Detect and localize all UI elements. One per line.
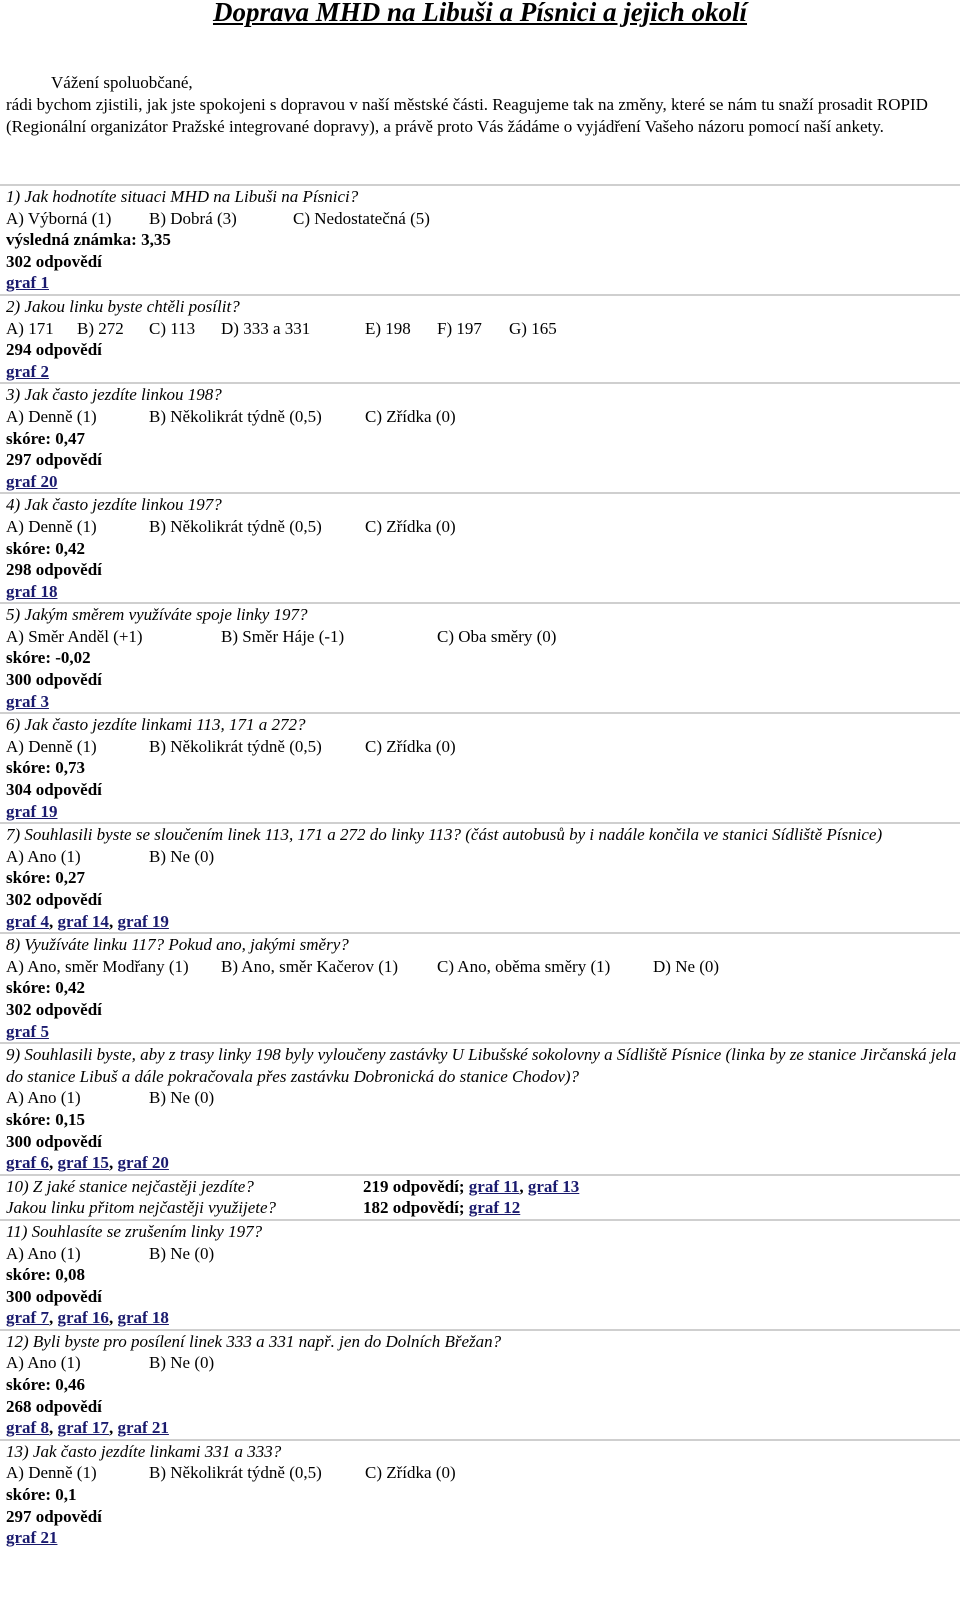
question-2 xyxy=(0,294,960,382)
option: A) Výborná (1) xyxy=(6,208,112,228)
graph-link[interactable]: graf 17 xyxy=(57,1418,109,1438)
intro xyxy=(6,72,956,138)
graph-link[interactable]: graf 2 xyxy=(6,361,49,381)
graph-link[interactable]: graf 3 xyxy=(6,691,49,711)
answer-options xyxy=(6,736,960,758)
response-count: 302 odpovědí xyxy=(6,890,102,909)
graph-link[interactable]: graf 12 xyxy=(468,1198,521,1218)
option: B) Směr Háje (-1) xyxy=(221,626,345,646)
result-score: skóre: 0,15 xyxy=(6,1109,86,1129)
option: B) Několikrát týdně (0,5) xyxy=(149,406,322,426)
option: B) Ne (0) xyxy=(149,1088,215,1108)
answer-options xyxy=(6,626,960,648)
response-count: 302 odpovědí xyxy=(6,999,102,1019)
result-score: skóre: -0,02 xyxy=(6,648,91,668)
question-text: 8) Využíváte linku 117? Pokud ano, jakými směry? xyxy=(6,935,349,955)
option: C) Zřídka (0) xyxy=(365,406,456,426)
graph-link[interactable]: graf 13 xyxy=(527,1176,580,1196)
graph-link[interactable]: graf 4 xyxy=(6,911,49,931)
response-count: 300 odpovědí xyxy=(6,1131,102,1151)
answer-options xyxy=(6,208,960,230)
result-score: skóre: 0,42 xyxy=(6,538,86,558)
question-row: 10) Z jaké stanice nejčastěji jezdíte? 219 odpovědí; graf 11, graf 13 xyxy=(6,1176,580,1196)
answer-options xyxy=(6,318,960,340)
option: B) Dobrá (3) xyxy=(149,208,237,228)
response-count: 294 odpovědí xyxy=(6,340,102,360)
graph-link[interactable]: graf 16 xyxy=(57,1308,109,1328)
option: A) Ano (1) xyxy=(6,1088,81,1108)
answer-options xyxy=(6,1352,960,1374)
option: A) Denně (1) xyxy=(6,516,97,536)
response-count: 268 odpovědí xyxy=(6,1396,102,1416)
answer-options xyxy=(6,1087,960,1109)
page-title: Doprava MHD na Libuši a Písnici a jejich okolí xyxy=(212,0,748,27)
question-text: 5) Jakým směrem využíváte spoje linky 197? xyxy=(6,605,308,625)
option: C) Oba směry (0) xyxy=(437,626,557,646)
question-text: 6) Jak často jezdíte linkami 113, 171 a 272? xyxy=(6,715,306,735)
graph-link[interactable]: graf 6 xyxy=(6,1153,49,1173)
question-text: 1) Jak hodnotíte situaci MHD na Libuši na Písnici? xyxy=(6,187,359,206)
question-text: 13) Jak často jezdíte linkami 331 a 333? xyxy=(6,1441,282,1461)
option: D) Ne (0) xyxy=(653,956,720,976)
graph-link[interactable]: graf 19 xyxy=(117,911,169,931)
option: B) Ne (0) xyxy=(149,1243,215,1263)
option: D) 333 a 331 xyxy=(221,318,311,338)
option: A) Směr Anděl (+1) xyxy=(6,626,143,646)
question-6 xyxy=(0,712,960,822)
graph-link[interactable]: graf 20 xyxy=(117,1153,169,1173)
option: B) Ano, směr Kačerov (1) xyxy=(221,956,399,976)
result-score: skóre: 0,73 xyxy=(6,758,86,778)
response-count: 300 odpovědí xyxy=(6,1286,102,1306)
response-count: 182 odpovědí; xyxy=(363,1198,465,1218)
question-text: 4) Jak často jezdíte linkou 197? xyxy=(6,495,222,515)
response-count: 219 odpovědí; xyxy=(363,1176,465,1196)
response-count: 297 odpovědí xyxy=(6,1506,102,1526)
question-text: 10) Z jaké stanice nejčastěji jezdíte? xyxy=(6,1176,254,1196)
option: B) Ne (0) xyxy=(149,1353,215,1373)
intro-text: rádi bychom zjistili, jak jste spokojeni s dopravou v naší městské části. Reagujeme tak na změny, které se nám tu snaží prosadit ROPID (Regionální organizátor Pražské integrované dopravy), a právě proto Vás žádáme o vyjádření Vašeho názoru pomocí naší ankety. xyxy=(6,95,928,136)
question-3 xyxy=(0,382,960,492)
question-4 xyxy=(0,492,960,602)
question-9: 9) Souhlasili byste, aby z trasy linky 198 byly vyloučeny zastávky U Libušské sokolovny a Sídliště Písnice (linka by ze stanice Jirčanská jela do stanice Libuš a dále pokračovala přes zastávku Dobronická do stanice Chodov)? A) Ano (1) B) Ne (0) skóre: 0,15 300 odpovědí graf 6, graf 15, graf 20 xyxy=(0,1042,960,1174)
option: A) Ano (1) xyxy=(6,846,81,866)
result-score: výsledná známka: 3,35 xyxy=(6,230,171,250)
graph-link[interactable]: graf 18 xyxy=(117,1308,169,1328)
answer-options xyxy=(6,1462,960,1484)
graph-link[interactable]: graf 15 xyxy=(57,1153,109,1173)
option: C) Zřídka (0) xyxy=(365,736,456,756)
question-text: 2) Jakou linku byste chtěli posílit? xyxy=(6,296,240,316)
response-count: 298 odpovědí xyxy=(6,560,102,580)
graph-link[interactable]: graf 8 xyxy=(6,1418,49,1438)
answer-options xyxy=(6,406,960,428)
response-count: 304 odpovědí xyxy=(6,780,102,800)
graph-link[interactable]: graf 7 xyxy=(6,1308,49,1328)
question-7: 7) Souhlasili byste se sloučením linek 113, 171 a 272 do linky 113? (část autobusů by i nadále končila ve stanici Sídliště Písnice) A) Ano (1) B) Ne (0) skóre: 0,27 302 odpovědí graf 4, graf 14, graf 19 xyxy=(0,822,960,932)
graph-link[interactable]: graf 19 xyxy=(6,801,58,821)
response-count: 300 odpovědí xyxy=(6,670,102,690)
option: B) Několikrát týdně (0,5) xyxy=(149,516,322,536)
option: A) Ano, směr Modřany (1) xyxy=(6,956,189,976)
question-1 xyxy=(0,184,960,294)
option: B) Ne (0) xyxy=(149,846,215,866)
option: C) 113 xyxy=(149,318,196,338)
option: B) 272 xyxy=(77,318,124,338)
question-10 xyxy=(0,1174,960,1219)
answer-options xyxy=(6,1243,960,1265)
result-score: skóre: 0,47 xyxy=(6,428,86,448)
option: A) Denně (1) xyxy=(6,406,97,426)
graph-link[interactable]: graf 14 xyxy=(57,911,109,931)
question-5 xyxy=(0,602,960,712)
graph-link[interactable]: graf 21 xyxy=(6,1528,58,1548)
question-text: 9) Souhlasili byste, aby z trasy linky 198 byly vyloučeny zastávky U Libušské sokolovny a Sídliště Písnice (linka by ze stanice Jirčanská jela do stanice Libuš a dále pokračovala přes zastávku Dobronická do stanice Chodov)? xyxy=(6,1045,957,1086)
option: A) Ano (1) xyxy=(6,1243,81,1263)
question-text: Jakou linku přitom nejčastěji využijete? xyxy=(6,1198,277,1218)
question-13 xyxy=(0,1439,960,1549)
response-count: 302 odpovědí xyxy=(6,251,102,271)
question-11: 11) Souhlasíte se zrušením linky 197? A) Ano (1) B) Ne (0) skóre: 0,08 300 odpovědí graf 7, graf 16, graf 18 xyxy=(0,1219,960,1329)
graph-link[interactable]: graf 18 xyxy=(6,581,58,601)
question-text: 7) Souhlasili byste se sloučením linek 113, 171 a 272 do linky 113? (část autobusů by i nadále končila ve stanici Sídliště Písnice) xyxy=(6,825,883,845)
question-text: 3) Jak často jezdíte linkou 198? xyxy=(6,385,222,405)
option: A) Denně (1) xyxy=(6,736,97,756)
survey-results xyxy=(0,184,960,1549)
graph-link[interactable]: graf 20 xyxy=(6,471,58,491)
graph-link[interactable]: graf 1 xyxy=(6,273,49,293)
question-12: 12) Byli byste pro posílení linek 333 a 331 např. jen do Dolních Břežan? A) Ano (1) B) Ne (0) skóre: 0,46 268 odpovědí graf 8, graf 17, graf 21 xyxy=(0,1329,960,1439)
option: A) Denně (1) xyxy=(6,1463,97,1483)
result-score: skóre: 0,46 xyxy=(6,1375,86,1395)
option: A) 171 xyxy=(6,318,54,338)
option: G) 165 xyxy=(509,318,557,338)
result-score: skóre: 0,42 xyxy=(6,978,86,998)
result-score: skóre: 0,27 xyxy=(6,868,86,888)
result-score: skóre: 0,1 xyxy=(6,1485,77,1505)
answer-options xyxy=(6,846,960,868)
question-text: 11) Souhlasíte se zrušením linky 197? xyxy=(6,1221,263,1241)
answer-options xyxy=(6,956,960,978)
option: A) Ano (1) xyxy=(6,1353,81,1373)
option: E) 198 xyxy=(365,318,411,338)
question-text: 12) Byli byste pro posílení linek 333 a 331 např. jen do Dolních Břežan? xyxy=(6,1331,502,1351)
response-count: 297 odpovědí xyxy=(6,450,102,470)
option: B) Několikrát týdně (0,5) xyxy=(149,736,322,756)
option: C) Zřídka (0) xyxy=(365,516,456,536)
result-score: skóre: 0,08 xyxy=(6,1265,86,1285)
option: C) Nedostatečná (5) xyxy=(293,208,430,228)
graph-link[interactable]: graf 21 xyxy=(117,1418,169,1438)
answer-options xyxy=(6,516,960,538)
option: C) Zřídka (0) xyxy=(365,1463,456,1483)
intro-greeting: Vážení spoluobčané, xyxy=(51,73,193,92)
graph-link[interactable]: graf 5 xyxy=(6,1021,49,1041)
option: F) 197 xyxy=(437,318,482,338)
option: B) Několikrát týdně (0,5) xyxy=(149,1463,322,1483)
graph-link[interactable]: graf 11 xyxy=(468,1176,520,1196)
option: C) Ano, oběma směry (1) xyxy=(437,956,611,976)
question-8 xyxy=(0,932,960,1042)
question-row xyxy=(6,1197,960,1219)
